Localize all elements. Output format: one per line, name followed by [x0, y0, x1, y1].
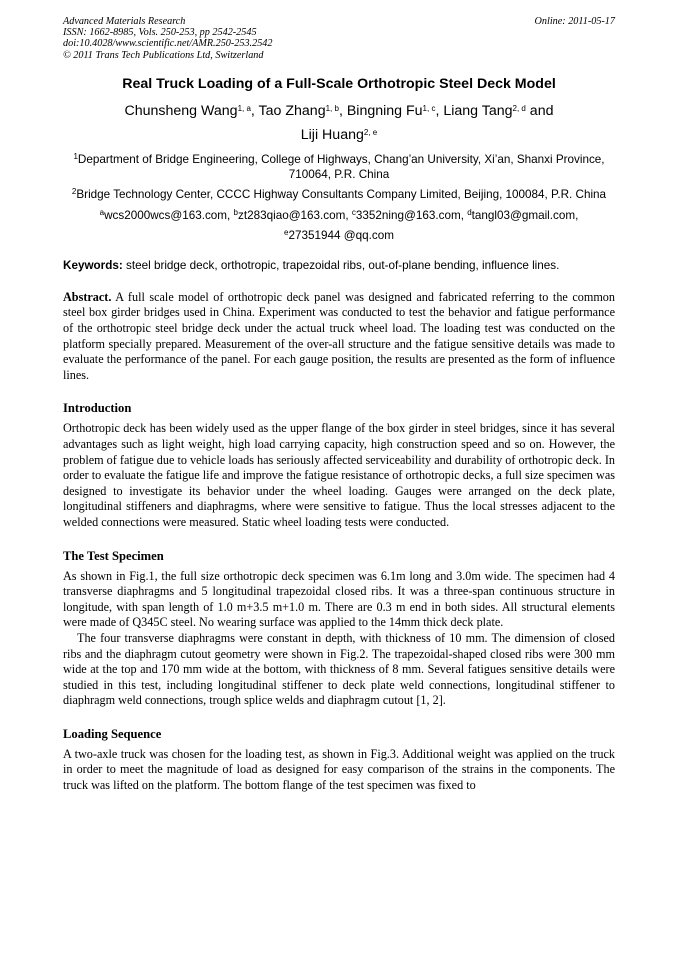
journal-name: Advanced Materials Research — [63, 16, 186, 27]
email[interactable]: $^c$3352ning@163.com — [351, 207, 461, 222]
keywords-label: Keywords: — [63, 258, 123, 272]
abstract-label: Abstract. — [63, 289, 112, 304]
email-list: $^a$wcs2000wcs@163.com, $^b$zt283qiao@163.com, $^c$3352ning@163.com, $^d$tangl03@gmail.com, $^e$27351944 @qq.com — [99, 207, 579, 242]
email[interactable]: $^e$27351944 @qq.com — [284, 227, 394, 242]
copyright-line: © 2011 Trans Tech Publications Ltd, Switzerland — [63, 49, 264, 61]
doi-line: doi:10.4028/www.scientific.net/AMR.250-253.2542 — [63, 38, 273, 50]
online-date: Online: 2011-05-17 — [534, 16, 615, 27]
issn-line: ISSN: 1662-8985, Vols. 250-253, pp 2542-2545 — [63, 27, 257, 39]
author: Liang Tang$^{2, d}$ and — [443, 102, 554, 119]
abstract-text: A full scale model of orthotropic deck panel was designed and fabricated referring to the common steel box girder bridges used in China. Experiment was conducted to test the behavior and fatigue performance of the orthotropic steel bridge deck under the actual truck wheel load. The loading test was conducted on the platform specially prepared. Measurement of the over-all structure and the fatigue sensitive details was made to evaluate the performance of the panel. For each gauge position, the results are presented as the form of influence lines. — [63, 289, 615, 382]
section-heading-test-specimen: The Test Specimen — [63, 548, 164, 563]
keywords-text: steel bridge deck, orthotropic, trapezoidal ribs, out-of-plane bending, influence lines. — [122, 258, 560, 272]
paragraph: Orthotropic deck has been widely used as the upper flange of the box girder in steel bridges, since it has several advantages such as light weight, high load carrying capacity, high construction speed and so on. However, the problem of fatigue due to vehicle loads has seriously affected serviceability and durability of orthotropic deck. In order to evaluate the fatigue life and improve the fatigue resistance of orthotropic decks, a full size specimen was designed to investigate its behavior under the wheel loading. Gauges were arranged on the deck plate, longitudinal stiffeners and diaphragms, where were sensitive to fatigue. Thus the local stresses adjacent to the welded connections were measured. Static wheel loading tests were conducted. — [63, 421, 615, 529]
section-heading-loading-sequence: Loading Sequence — [63, 726, 162, 741]
author: Bingning Fu$^{1, c}$, — [346, 102, 444, 119]
affiliation: $^1$Department of Bridge Engineering, College of Highways, Chang’an University, Xi’an, Shanxi Province, 710064, P.R. China — [73, 151, 605, 181]
author-list — [63, 99, 615, 147]
email[interactable]: $^a$wcs2000wcs@163.com — [99, 207, 228, 222]
journal-header — [63, 16, 615, 61]
abstract — [63, 290, 615, 384]
section-heading-introduction: Introduction — [63, 401, 132, 416]
author: Liji Huang$^{2, e}$ — [300, 126, 378, 143]
affiliation: $^2$Bridge Technology Center, CCCC Highway Consultants Company Limited, Beijing, 100084, P.R. China — [71, 186, 607, 201]
paragraph: As shown in Fig.1, the full size orthotropic deck specimen was 6.1m long and 3.0m wide. The specimen had 4 transverse diaphragms and 5 longitudinal trapezoidal closed ribs. It was a three-span continuous structure in longitude, with span length of 1.0 m+3.5 m+1.0 m. There are 0.3 m end in both sides. All structural elements were made of Q345C steel. No wearing surface was applied to the 14mm thick deck plate. — [63, 568, 615, 630]
keywords — [63, 258, 615, 273]
email[interactable]: $^b$zt283qiao@163.com — [233, 207, 346, 222]
author: Chunsheng Wang$^{1, a}$, — [124, 102, 259, 119]
paragraph: A two-axle truck was chosen for the loading test, as shown in Fig.3. Additional weight was applied on the truck in order to meet the magnitude of load as designed for easy comparison of the strains in the components. The truck was lifted on the platform. The bottom flange of the test specimen was fixed to — [63, 746, 615, 793]
paper-title: Real Truck Loading of a Full-Scale Orthotropic Steel Deck Model — [122, 75, 556, 92]
email[interactable]: $^d$tangl03@gmail.com — [467, 207, 576, 222]
author: Tao Zhang$^{1, b}$, — [258, 102, 347, 119]
paragraph: The four transverse diaphragms were constant in depth, with thickness of 10 mm. The dimension of closed ribs and the diaphragm cutout geometry were shown in Fig.2. The trapezoidal-shaped closed ribs were 300 mm wide at the top and 170 mm wide at the bottom, with thickness of 8 mm. Several fatigues sensitive details were studied in this test, including longitudinal stiffener to deck plate weld connections, longitudinal stiffener to diaphragm weld connections, trough splice welds and diaphragm cutout [1, 2]. — [63, 630, 615, 708]
